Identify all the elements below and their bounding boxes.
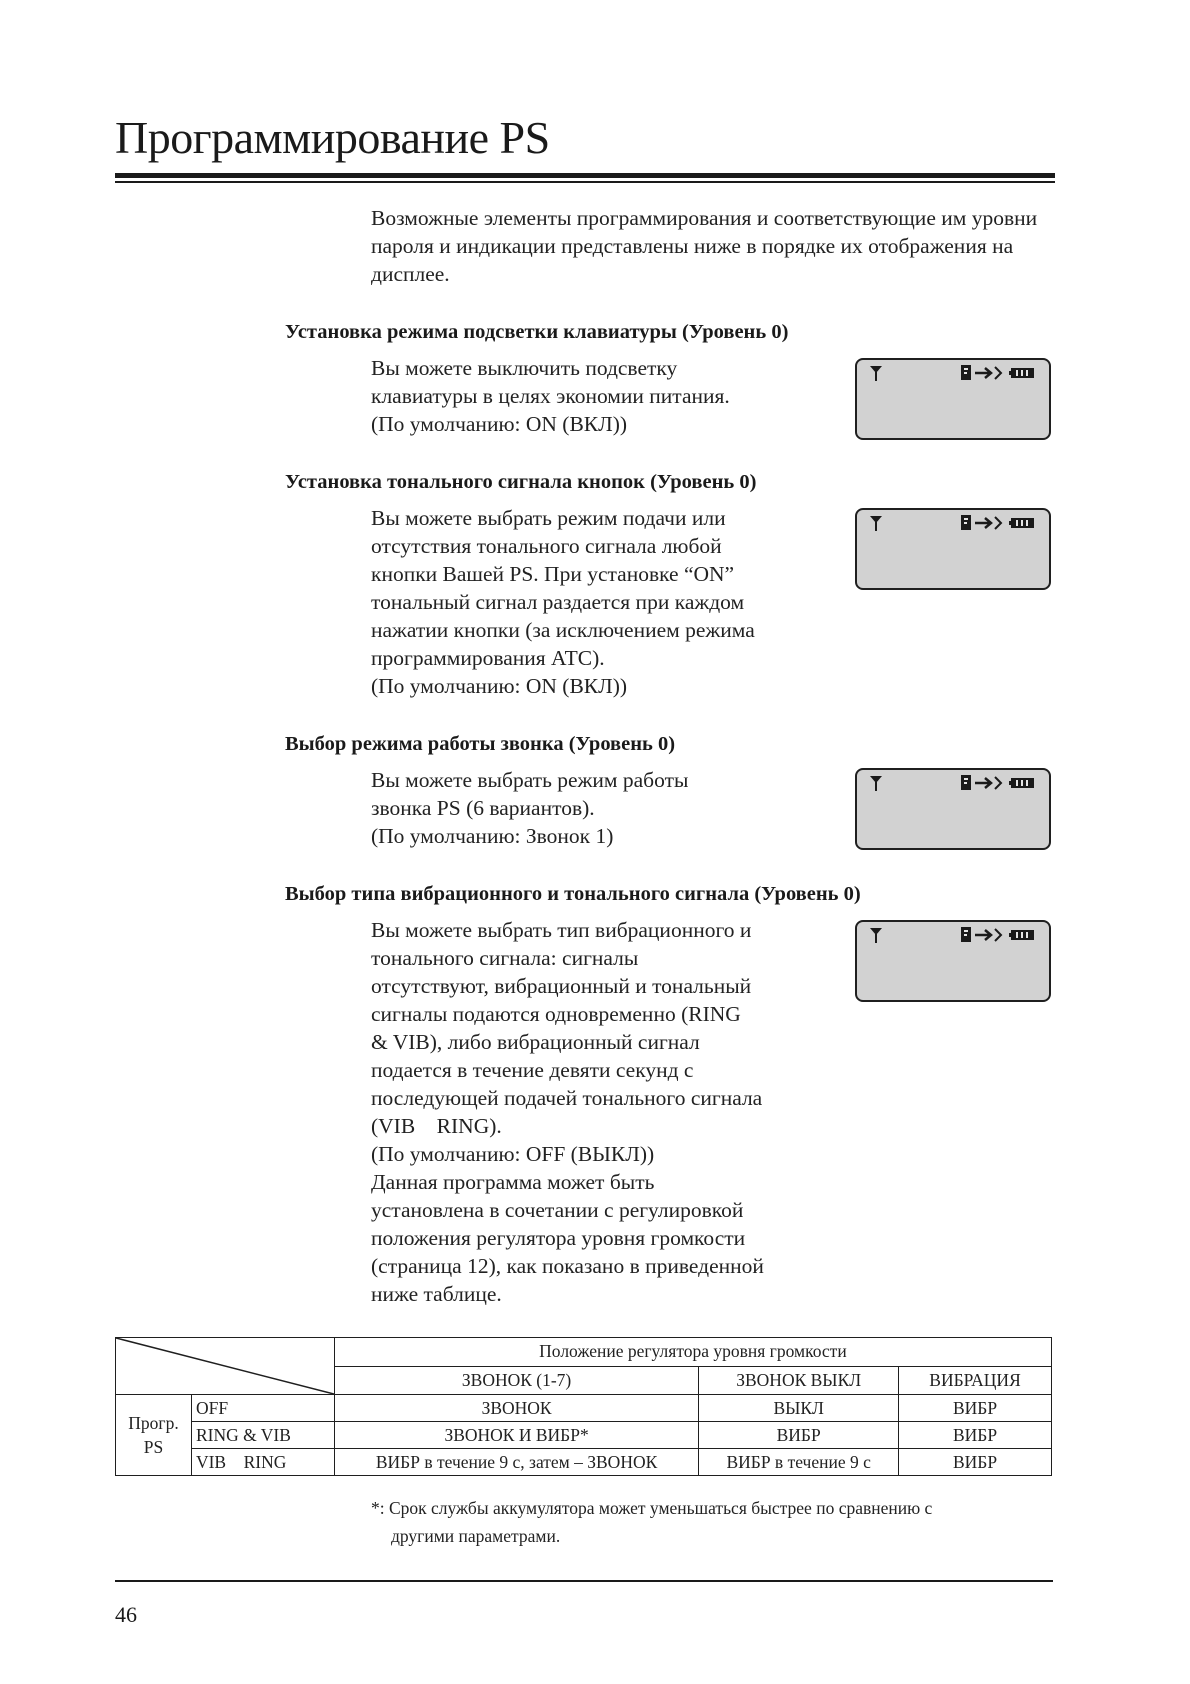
lcd-display	[855, 358, 1051, 440]
body-line: Вы можете выбрать тип вибрационного и	[371, 918, 752, 942]
table-row	[116, 1449, 1052, 1476]
body-line: подается в течение девяти секунд с	[371, 1058, 694, 1082]
table-cell: ВИБР	[899, 1395, 1052, 1422]
lcd-status-bar	[863, 926, 1043, 944]
lcd-display	[855, 768, 1051, 850]
body-line: (По умолчанию: ON (ВКЛ))	[371, 674, 628, 698]
row-label: RING & VIB	[191, 1422, 334, 1449]
status-f-icon	[959, 364, 1007, 382]
section-heading-vibration: Выбор типа вибрационного и тонального сигнала (Уровень 0)	[285, 883, 861, 905]
page-number: 46	[115, 1602, 137, 1627]
column-header: ВИБРАЦИЯ	[899, 1366, 1052, 1395]
body-line: кнопки Вашей PS. При установке “ON”	[371, 562, 735, 586]
column-header: ЗВОНОК (1-7)	[334, 1366, 698, 1395]
footnote	[371, 1494, 1061, 1550]
body-line: нажатии кнопки (за исключением режима	[371, 618, 755, 642]
body-line: отсутствуют, вибрационный и тональный	[371, 974, 752, 998]
body-line: (По умолчанию: Звонок 1)	[371, 824, 614, 848]
battery-icon	[1009, 929, 1035, 941]
body-line: Вы можете выключить подсветку	[371, 356, 678, 380]
battery-icon	[1009, 517, 1035, 529]
intro-paragraph: Возможные элементы программирования и соответствующие им уровни пароля и индикации представлены ниже в порядке их отображения на дисплее.	[371, 206, 1038, 286]
row-label: VIB RING	[191, 1449, 334, 1476]
row-group-label-line1: Прогр.	[128, 1413, 179, 1433]
status-f-icon	[959, 514, 1007, 532]
table-cell: ВИБР	[699, 1422, 899, 1449]
battery-icon	[1009, 367, 1035, 379]
table-header-main: Положение регулятора уровня громкости	[334, 1338, 1051, 1367]
antenna-icon	[869, 364, 883, 382]
lcd-status-bar	[863, 774, 1043, 792]
body-line: (По умолчанию: ON (ВКЛ))	[371, 412, 628, 436]
footnote-line: другими параметрами.	[391, 1526, 561, 1546]
body-line: тональный сигнал раздается при каждом	[371, 590, 745, 614]
lcd-display	[855, 508, 1051, 590]
table-cell: ВИБР в течение 9 с	[699, 1449, 899, 1476]
body-line: программирования АТС).	[371, 646, 605, 670]
body-line: (страница 12), как показано в приведенной	[371, 1254, 764, 1278]
body-line: Данная программа может быть	[371, 1170, 655, 1194]
antenna-icon	[869, 774, 883, 792]
volume-position-table	[115, 1337, 1052, 1476]
table-cell: ВИБР	[899, 1422, 1052, 1449]
status-f-icon	[959, 926, 1007, 944]
section-heading-backlight: Установка режима подсветки клавиатуры (Уровень 0)	[285, 321, 789, 343]
page-title: Программирование PS	[115, 112, 550, 163]
body-line: ниже таблице.	[371, 1282, 502, 1306]
section-body-ring-mode	[371, 766, 841, 850]
footnote-line: *: Срок службы аккумулятора может уменьшаться быстрее по сравнению с	[371, 1498, 933, 1518]
section-body-vibration	[371, 916, 841, 1308]
table-cell: ЗВОНОК	[334, 1395, 698, 1422]
section-heading-ring-mode: Выбор режима работы звонка (Уровень 0)	[285, 733, 676, 755]
body-line: звонка PS (6 вариантов).	[371, 796, 595, 820]
body-line: (VIB RING).	[371, 1114, 502, 1138]
body-line: (По умолчанию: OFF (ВЫКЛ))	[371, 1142, 655, 1166]
body-line: Вы можете выбрать режим работы	[371, 768, 689, 792]
diagonal-line	[116, 1338, 334, 1394]
body-line: & VIB), либо вибрационный сигнал	[371, 1030, 700, 1054]
battery-icon	[1009, 777, 1035, 789]
table-row	[116, 1422, 1052, 1449]
section-heading-key-tone: Установка тонального сигнала кнопок (Уровень 0)	[285, 471, 757, 493]
body-line: отсутствия тонального сигнала любой	[371, 534, 722, 558]
body-line: последующей подачей тонального сигнала	[371, 1086, 763, 1110]
section-body-backlight	[371, 354, 841, 438]
body-line: тонального сигнала: сигналы	[371, 946, 639, 970]
status-f-icon	[959, 774, 1007, 792]
lcd-status-bar	[863, 514, 1043, 532]
footer-rule	[115, 1580, 1053, 1582]
lcd-status-bar	[863, 364, 1043, 382]
body-line: положения регулятора уровня громкости	[371, 1226, 746, 1250]
row-group-label	[116, 1395, 192, 1476]
section-body-key-tone	[371, 504, 841, 700]
body-line: Вы можете выбрать режим подачи или	[371, 506, 726, 530]
table-cell: ВИБР в течение 9 с, затем – ЗВОНОК	[334, 1449, 698, 1476]
title-rule-thin	[115, 181, 1055, 183]
body-line: клавиатуры в целях экономии питания.	[371, 384, 730, 408]
antenna-icon	[869, 926, 883, 944]
row-label: OFF	[191, 1395, 334, 1422]
table-corner-cell	[116, 1338, 335, 1395]
table-row	[116, 1395, 1052, 1422]
lcd-display	[855, 920, 1051, 1002]
body-line: установлена в сочетании с регулировкой	[371, 1198, 744, 1222]
table-cell: ЗВОНОК И ВИБР*	[334, 1422, 698, 1449]
body-line: сигналы подаются одновременно (RING	[371, 1002, 741, 1026]
title-rule-thick	[115, 173, 1055, 178]
row-group-label-line2: PS	[143, 1437, 164, 1457]
antenna-icon	[869, 514, 883, 532]
table-cell: ВЫКЛ	[699, 1395, 899, 1422]
column-header: ЗВОНОК ВЫКЛ	[699, 1366, 899, 1395]
table-cell: ВИБР	[899, 1449, 1052, 1476]
